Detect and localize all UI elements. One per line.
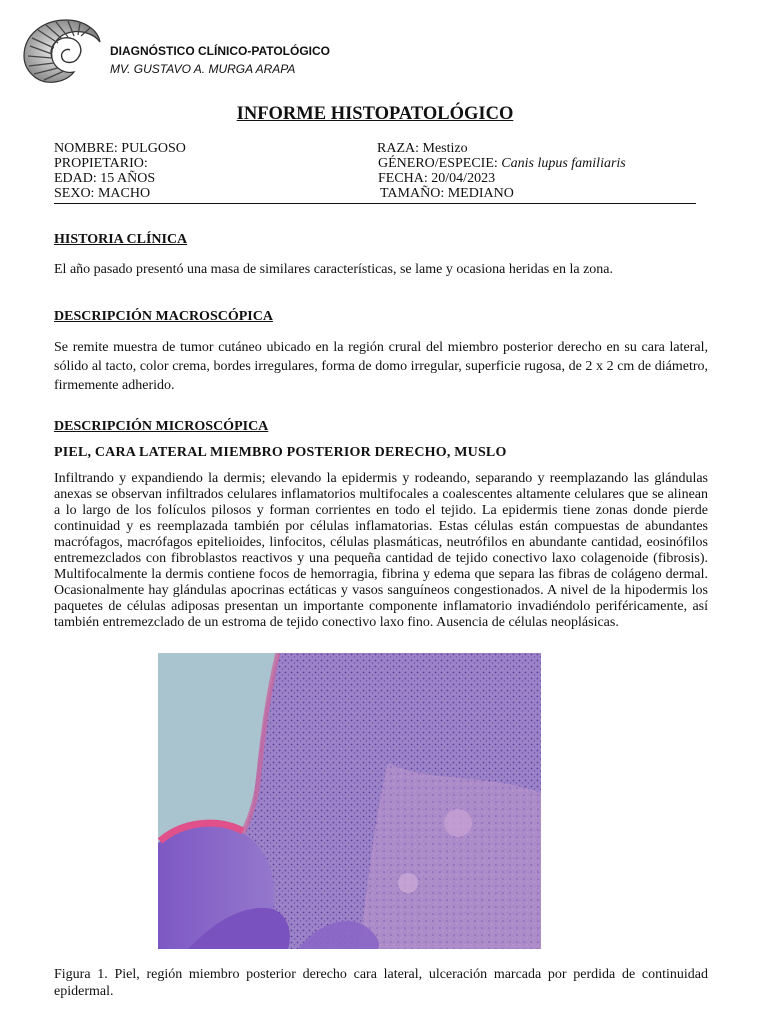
owner: PROPIETARIO:	[54, 156, 148, 171]
veterinarian-name: MV. GUSTAVO A. MURGA ARAPA	[110, 62, 296, 76]
microscopic-text: Infiltrando y expandiendo la dermis; elevando la epidermis y rodeando, separando y reemplazando las glándulas anexas se observan infiltrados celulares inflamatorios multifocales a coalescentes altamente celulares que se alinean a lo largo de los folículos pilosos y forman corrientes en todo el tejido. La epidermis tiene zonas donde pierde continuidad y es reemplazada también por células inflamatorias. Estas células están compuestas de abundantes macrófagos, macrófagos epitelioides, linfocitos, células plasmáticas, neutrófilos en abundante cantidad, eosinófilos entremezclados con fibroblastos reactivos y una pequeña cantidad de tejido conectivo laxo colagenoide (fibrosis). Multifocalmente la dermis contiene focos de hemorragia, fibrina y edema que separa las fibras de colágeno dermal. Ocasionalmente hay glándulas apocrinas ectáticas y vasos sanguíneos congestionados. A nivel de la hipodermis los paquetes de células adiposas presentan un importante componente inflamatorio invadiéndolo periféricamente, así también entremezclado de un estroma de tejido conectivo laxo fino. Ausencia de células neoplásicas.	[54, 471, 708, 630]
figure-caption: Figura 1. Piel, región miembro posterior derecho cara lateral, ulceración marcada por perdida de continuidad epidermal.	[54, 967, 708, 999]
nautilus-logo-icon	[18, 16, 102, 86]
size: TAMAÑO: MEDIANO	[380, 186, 514, 201]
histology-micrograph	[158, 653, 541, 949]
header-divider	[54, 203, 696, 204]
org-name: DIAGNÓSTICO CLÍNICO-PATOLÓGICO	[110, 44, 330, 58]
macroscopic-heading: DESCRIPCIÓN MACROSCÓPICA	[54, 309, 273, 324]
species	[378, 156, 626, 172]
sex: SEXO: MACHO	[54, 186, 151, 201]
date: FECHA: 20/04/2023	[378, 171, 496, 186]
age: EDAD: 15 AÑOS	[54, 171, 156, 186]
clinical-history-text: El año pasado presentó una masa de similares características, se lame y ocasiona heridas en la zona.	[54, 262, 613, 277]
species-value: Canis lupus familiaris	[501, 156, 626, 171]
report-title: INFORME HISTOPATOLÓGICO	[236, 104, 514, 124]
macroscopic-text: Se remite muestra de tumor cutáneo ubicado en la región crural del miembro posterior derecho en su cara lateral, sólido al tacto, color crema, bordes irregulares, forma de domo irregular, superficie rugosa, de 2 x 2 cm de diámetro, firmemente adherido.	[54, 340, 708, 393]
microscopic-subheading: PIEL, CARA LATERAL MIEMBRO POSTERIOR DERECHO, MUSLO	[54, 445, 507, 460]
species-label: GÉNERO/ESPECIE:	[378, 156, 502, 171]
microscopic-heading: DESCRIPCIÓN MICROSCÓPICA	[54, 419, 269, 434]
clinical-history-heading: HISTORIA CLÍNICA	[54, 232, 188, 247]
breed: RAZA: Mestizo	[377, 141, 468, 156]
patient-name: NOMBRE: PULGOSO	[54, 141, 186, 156]
